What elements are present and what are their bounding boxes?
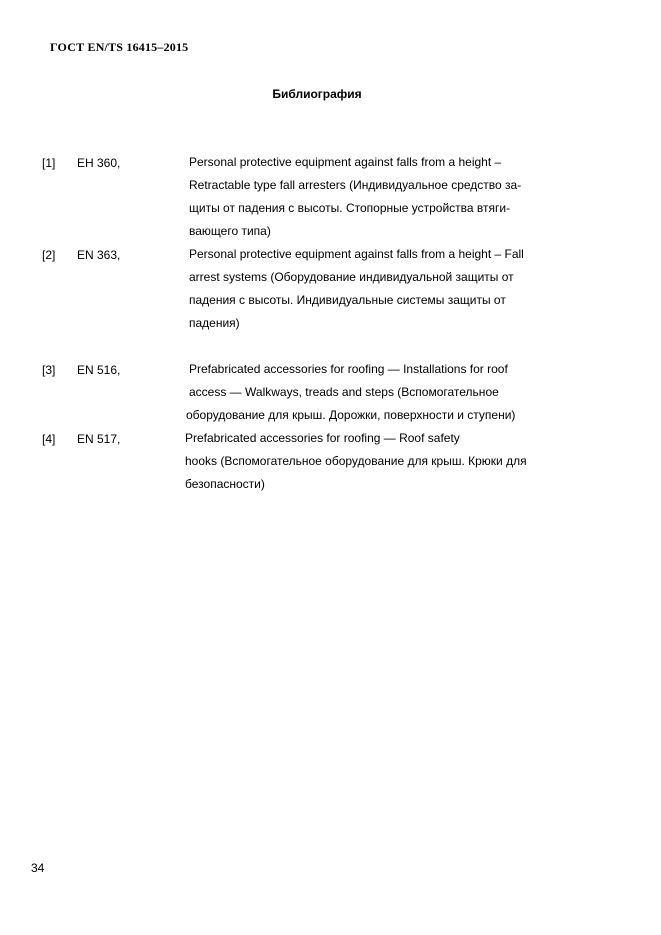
entry-line: arrest systems (Оборудование индивидуальной защиты от	[189, 270, 514, 284]
entry-description	[189, 151, 521, 243]
entry-line: Retractable type fall arresters (Индивидуальное средство за-	[189, 178, 522, 192]
document-header: ГОСТ EN/TS 16415–2015	[50, 40, 189, 54]
entry-number: [3]	[42, 363, 56, 377]
entry-line: hooks (Вспомогательное оборудование для крыш. Крюки для	[185, 454, 527, 468]
entry-standard-code: EN 516,	[77, 363, 121, 377]
entry-description	[185, 427, 527, 496]
entry-line: Personal protective equipment against falls from a height –	[189, 155, 502, 169]
entry-standard-code: EN 363,	[77, 248, 121, 262]
entry-number: [4]	[42, 432, 56, 446]
entry-line: падения)	[189, 316, 240, 330]
entry-number: [2]	[42, 248, 56, 262]
entry-standard-code: EN 517,	[77, 432, 121, 446]
entry-line: Prefabricated accessories for roofing — Installations for roof	[189, 362, 508, 376]
entry-line: падения с высоты. Индивидуальные системы защиты от	[189, 293, 506, 307]
entry-line: access — Walkways, treads and steps (Вспомогательное	[189, 385, 499, 399]
page-number: 34	[31, 861, 45, 875]
entry-number: [1]	[42, 156, 56, 170]
entry-line: оборудование для крыш. Дорожки, поверхности и ступени)	[186, 408, 516, 422]
entry-line: Personal protective equipment against falls from a height – Fall	[189, 247, 524, 261]
entry-line: вающего типа)	[189, 224, 271, 238]
page-title: Библиография	[272, 87, 362, 101]
entry-description	[186, 358, 515, 427]
entry-standard-code: EH 360,	[77, 156, 121, 170]
entry-line: Prefabricated accessories for roofing — Roof safety	[185, 431, 460, 445]
entry-line: щиты от падения с высоты. Стопорные устройства втяги-	[189, 201, 511, 215]
entry-description	[189, 243, 524, 335]
entry-line: безопасности)	[185, 477, 265, 491]
